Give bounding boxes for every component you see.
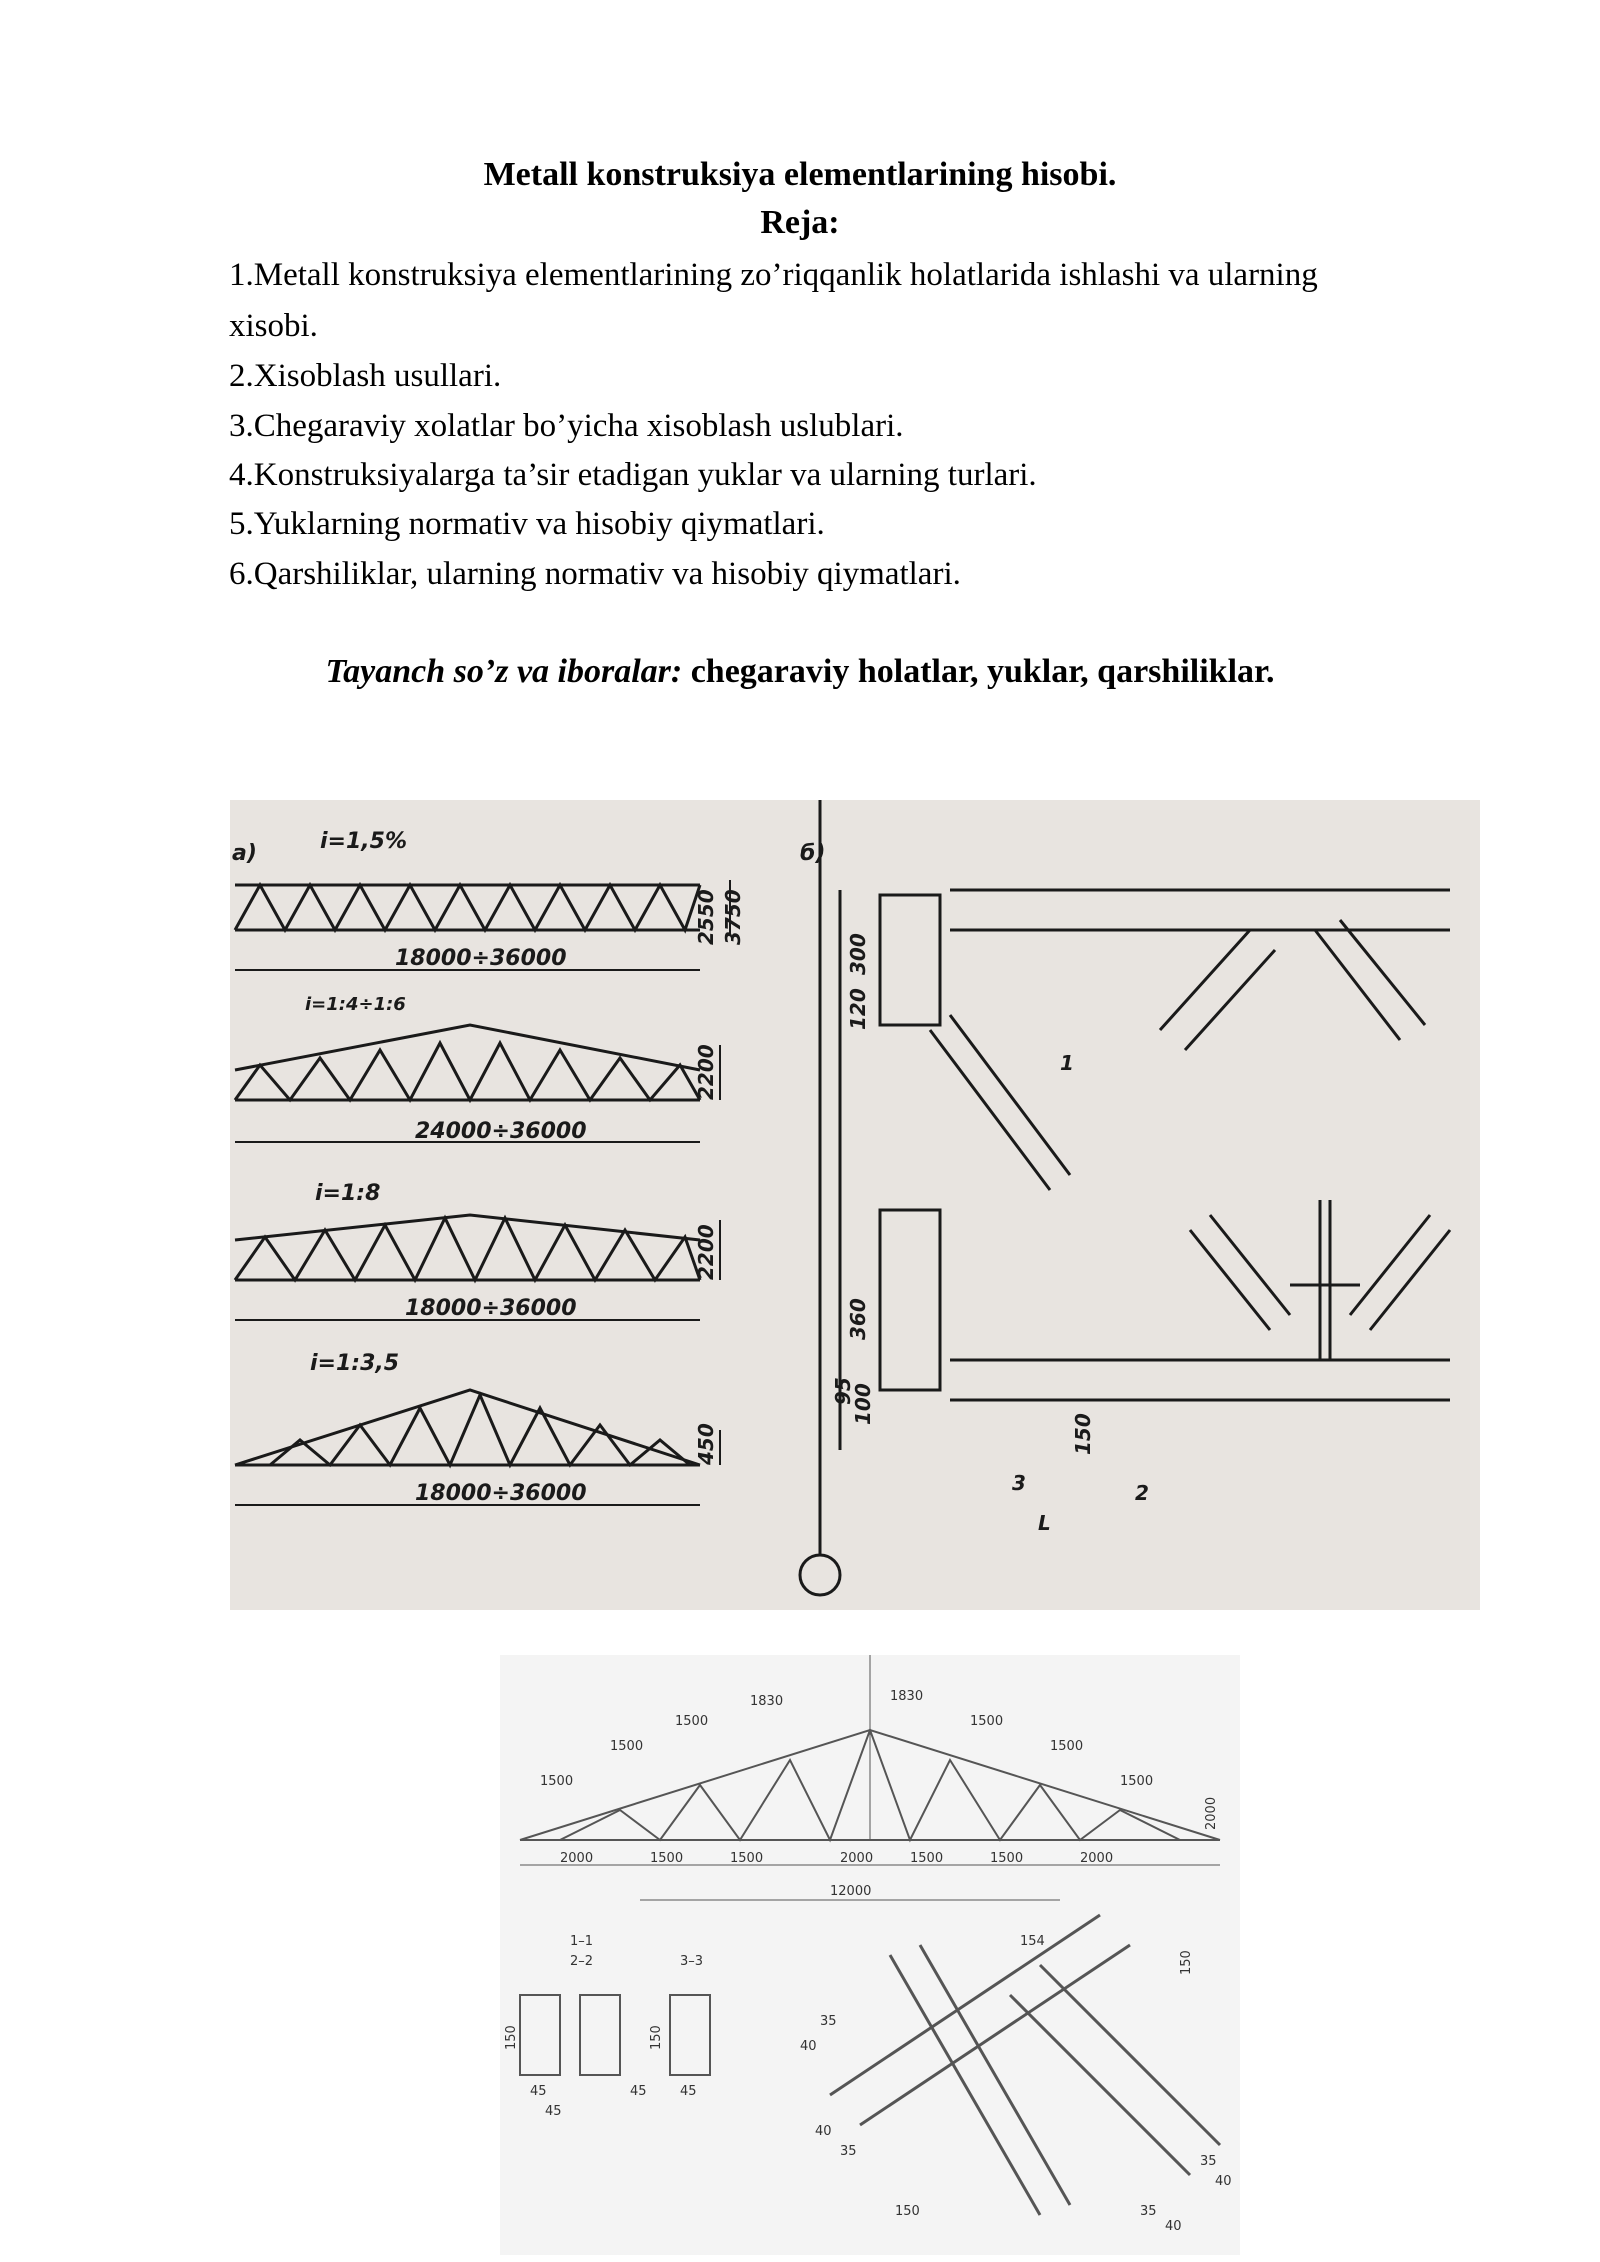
top-dim: 1500 [540,1774,574,1789]
top-dim: 1500 [1120,1774,1154,1789]
truss-height: 3750 [721,889,745,945]
plan-item: 6.Qarshiliklar, ularning normativ va hisobiy qiymatlari. [229,556,961,592]
plan-item: 3.Chegaraviy xolatlar bo’yicha xisoblash uslublari. [229,408,904,444]
plan-item: 1.Metall konstruksiya elementlarining zo’riqqanlik holatlarida ishlashi va ularning [229,257,1318,293]
node-dim: 40 [1215,2174,1232,2189]
keywords-line [0,652,1600,692]
keywords-text: chegaraviy holatlar, yuklar, qarshiliklar. [682,653,1275,690]
panel-a-label: a) [232,841,257,866]
top-dim: 1830 [750,1694,784,1709]
detail-label: 3 [1012,1471,1026,1495]
truss-slope: i=1:8 [315,1181,381,1206]
total-span: 12000 [830,1884,872,1899]
truss-figure [230,800,1480,1610]
truss-span: 24000÷36000 [415,1119,587,1144]
truss-span: 18000÷36000 [405,1296,577,1321]
detail-dim: 150 [1071,1413,1095,1455]
node-dim: 150 [1179,1950,1194,1975]
section-dim: 150 [649,2025,664,2050]
truss-span: 18000÷36000 [395,946,567,971]
detail-label: 1 [1060,1051,1074,1075]
node-dim: 154 [1020,1934,1045,1949]
section-label: 2–2 [570,1954,594,1969]
truss-dimension-svg [500,1655,1240,2255]
detail-dim: 300 [846,933,870,975]
panel-b-label: б) [800,841,826,866]
bottom-dim: 2000 [560,1851,594,1866]
plan-item: 4.Konstruksiyalarga ta’sir etadigan yuklar va ularning turlari. [229,457,1037,493]
node-dim: 40 [815,2124,832,2139]
section-label: 1–1 [570,1934,594,1949]
bottom-dim: 1500 [730,1851,764,1866]
truss-slope: i=1:4÷1:6 [305,994,406,1015]
bottom-dim: 2000 [840,1851,874,1866]
node-dim: 35 [820,2014,837,2029]
top-dim: 1500 [1050,1739,1084,1754]
top-dim: 1500 [610,1739,644,1754]
detail-dim: 95 [831,1377,855,1405]
section-dim: 45 [680,2084,697,2099]
plan-item: 2.Xisoblash usullari. [229,358,502,394]
node-dim: 35 [840,2144,857,2159]
bottom-dim: 1500 [910,1851,944,1866]
section-dim: 45 [630,2084,647,2099]
section-dim: 45 [545,2104,562,2119]
detail-label: 2 [1135,1481,1149,1505]
truss-height: 2200 [694,1044,718,1100]
truss-dimension-figure [500,1655,1240,2255]
detail-label: L [1038,1511,1051,1535]
plan-item: xisobi. [229,308,318,344]
node-dim: 35 [1200,2154,1217,2169]
truss-height: 2550 [694,889,718,945]
truss-height: 2200 [694,1224,718,1280]
truss-span: 18000÷36000 [415,1481,587,1506]
keywords-label: Tayanch so’z va iboralar: [325,653,683,690]
detail-dim: 360 [846,1298,870,1340]
truss-figure-svg [230,800,1480,1610]
detail-dim: 100 [851,1383,875,1425]
truss-slope: i=1:3,5 [310,1351,400,1376]
top-dim: 2000 [1204,1796,1219,1830]
section-dim: 150 [504,2025,519,2050]
section-label: 3–3 [680,1954,704,1969]
bottom-dim: 2000 [1080,1851,1114,1866]
node-dim: 35 [1140,2204,1157,2219]
bottom-dim: 1500 [650,1851,684,1866]
top-dim: 1500 [970,1714,1004,1729]
top-dim: 1830 [890,1689,924,1704]
plan-heading: Reja: [760,204,840,241]
truss-slope: i=1,5% [320,829,407,854]
section-dim: 45 [530,2084,547,2099]
node-dim: 40 [1165,2219,1182,2234]
detail-dim: 120 [846,988,870,1030]
node-dim: 150 [895,2204,920,2219]
plan-item: 5.Yuklarning normativ va hisobiy qiymatlari. [229,506,825,542]
document-title: Metall konstruksiya elementlarining hisobi. [483,156,1117,193]
bottom-dim: 1500 [990,1851,1024,1866]
top-dim: 1500 [675,1714,709,1729]
node-dim: 40 [800,2039,817,2054]
truss-height: 450 [694,1423,718,1465]
